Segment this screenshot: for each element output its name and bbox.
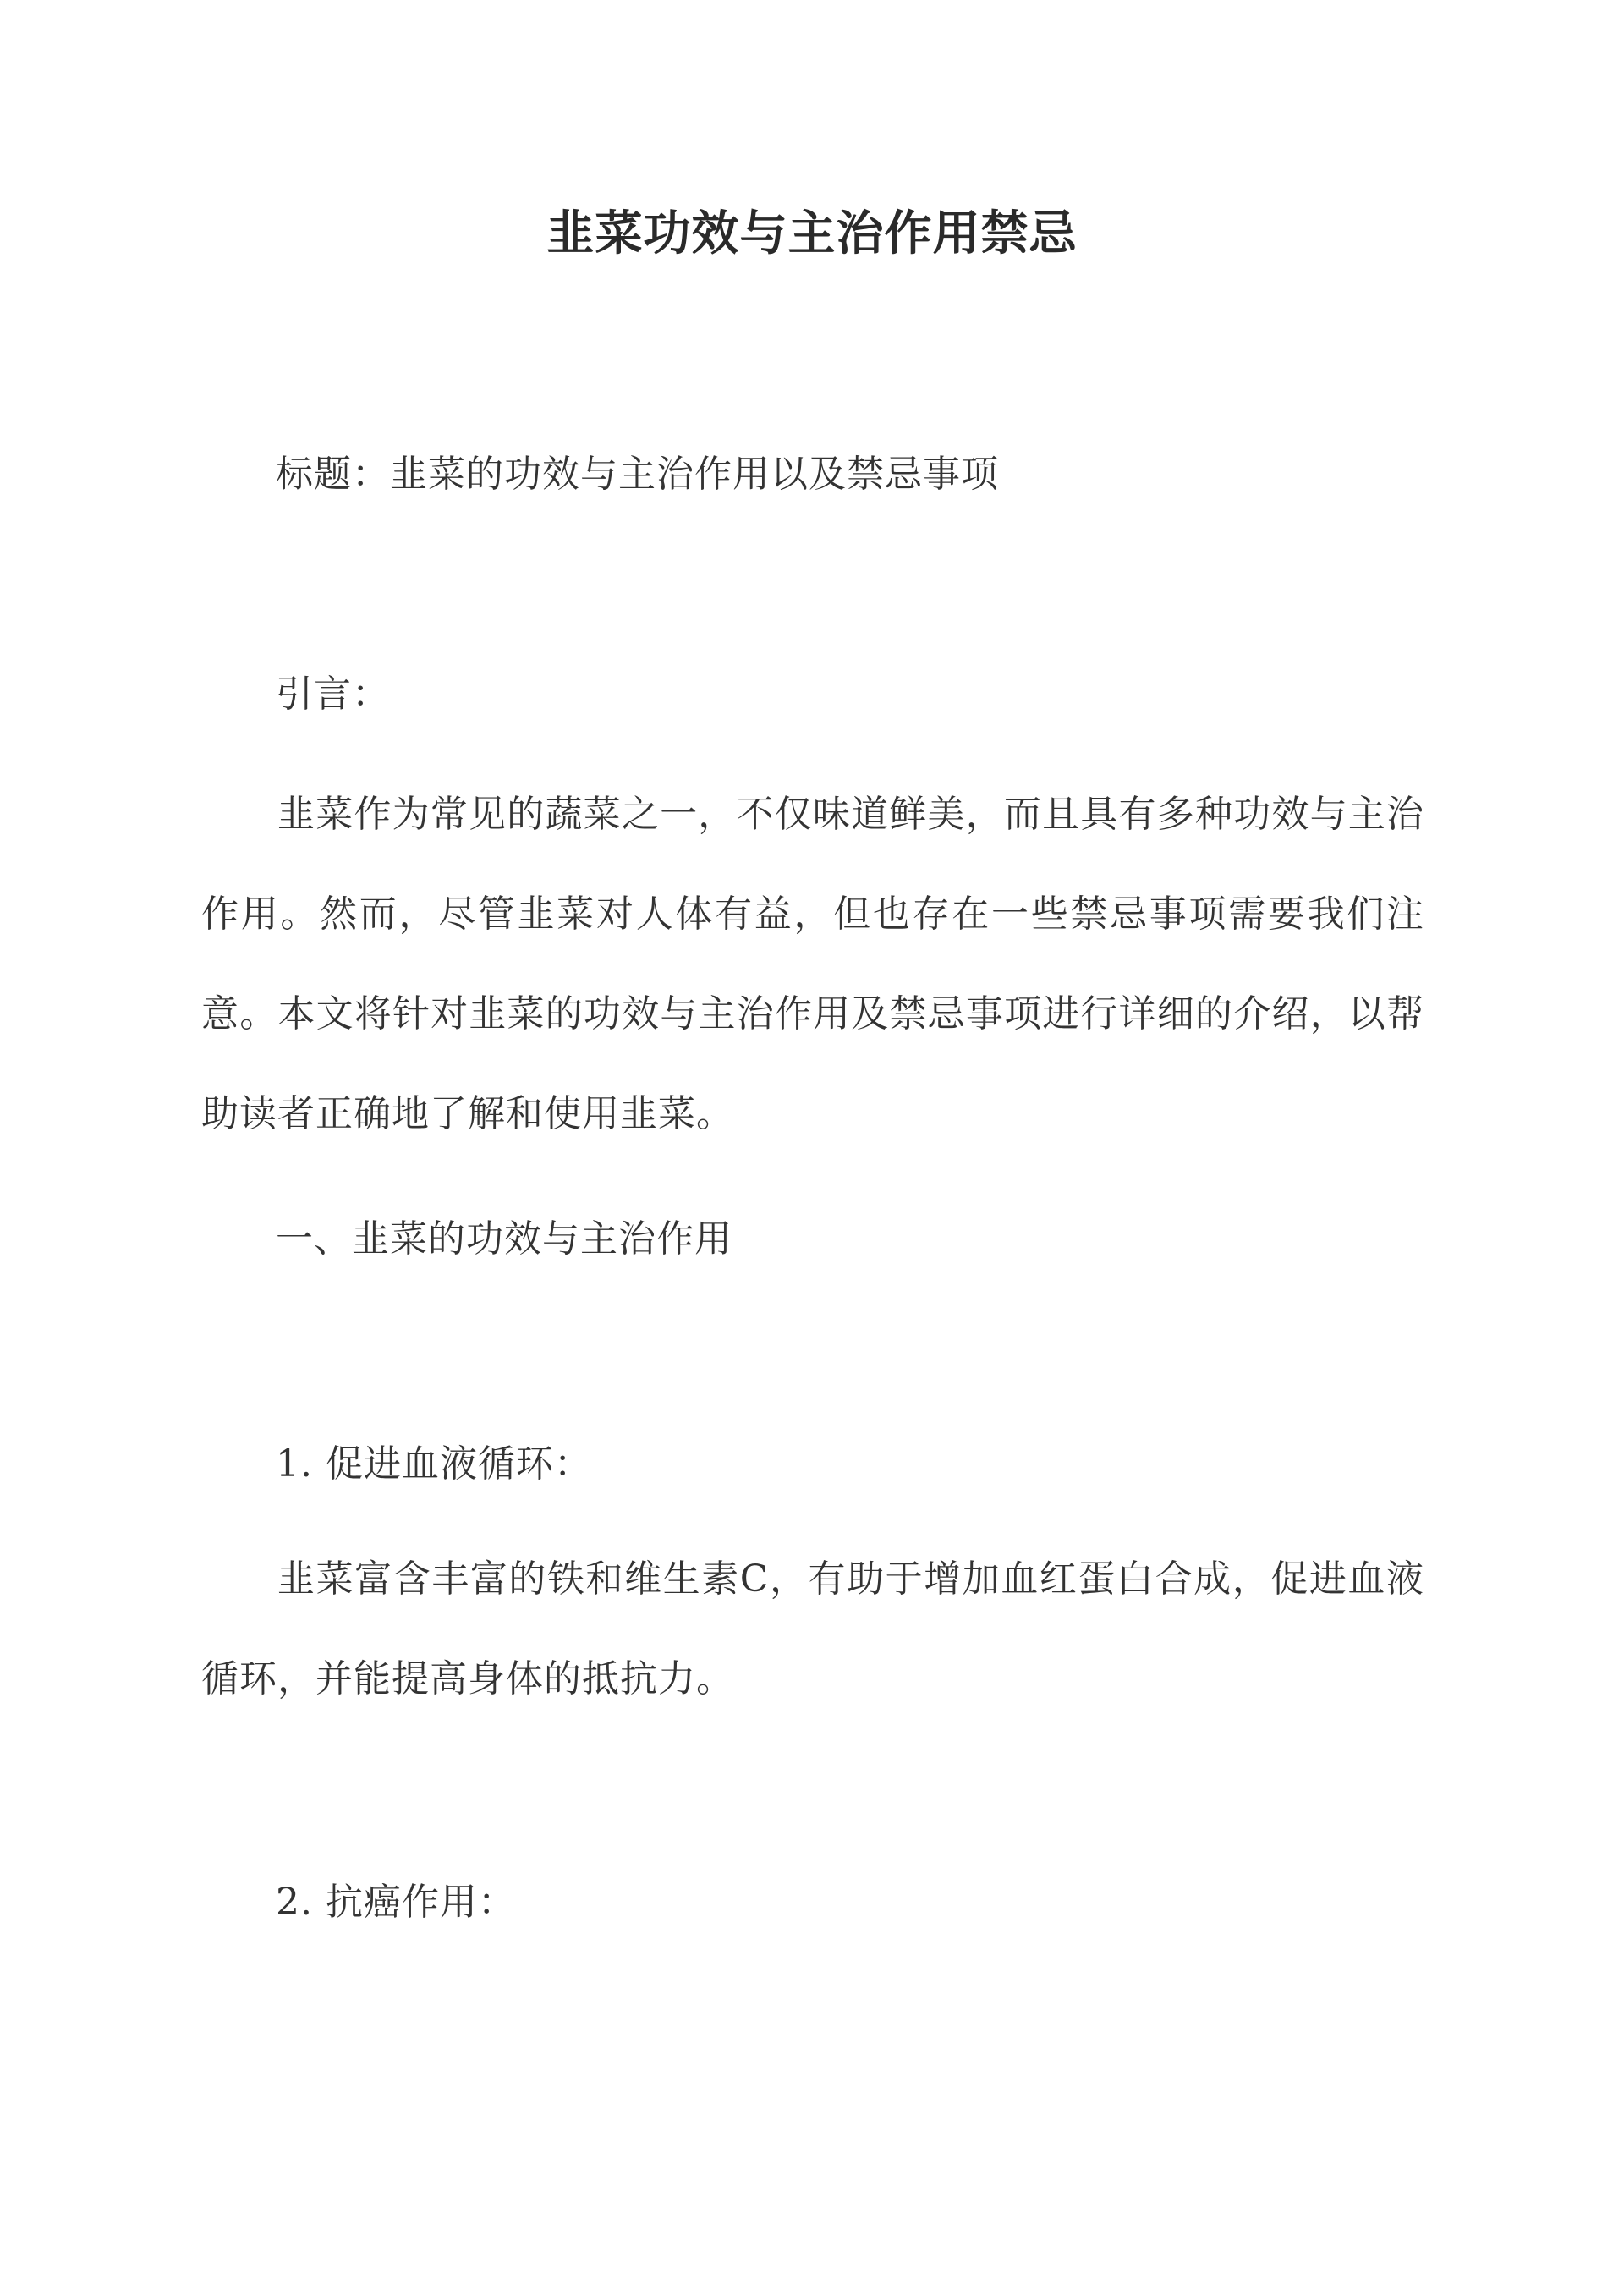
- subtitle-line: 标题：韭菜的功效与主治作用以及禁忌事项: [276, 453, 999, 496]
- item1-heading: 1. 促进血液循环：: [276, 1442, 592, 1486]
- item1-paragraph: 韭菜富含丰富的铁和维生素C，有助于增加血红蛋白合成，促进血液循环，并能提高身体的抵抗力。: [201, 1557, 1424, 1700]
- document-title: 韭菜功效与主治作用禁忌: [546, 206, 1078, 261]
- intro-label: 引言：: [276, 673, 390, 716]
- intro-paragraph: 韭菜作为常见的蔬菜之一，不仅味道鲜美，而且具有多种功效与主治作用。然而，尽管韭菜对人体有益，但也存在一些禁忌事项需要我们注意。本文将针对韭菜的功效与主治作用及禁忌事项进行详细的介绍，以帮助读者正确地了解和使用韭菜。: [201, 793, 1424, 1135]
- section1-heading: 一、韭菜的功效与主治作用: [276, 1217, 732, 1261]
- item2-heading: 2. 抗癌作用：: [276, 1881, 516, 1924]
